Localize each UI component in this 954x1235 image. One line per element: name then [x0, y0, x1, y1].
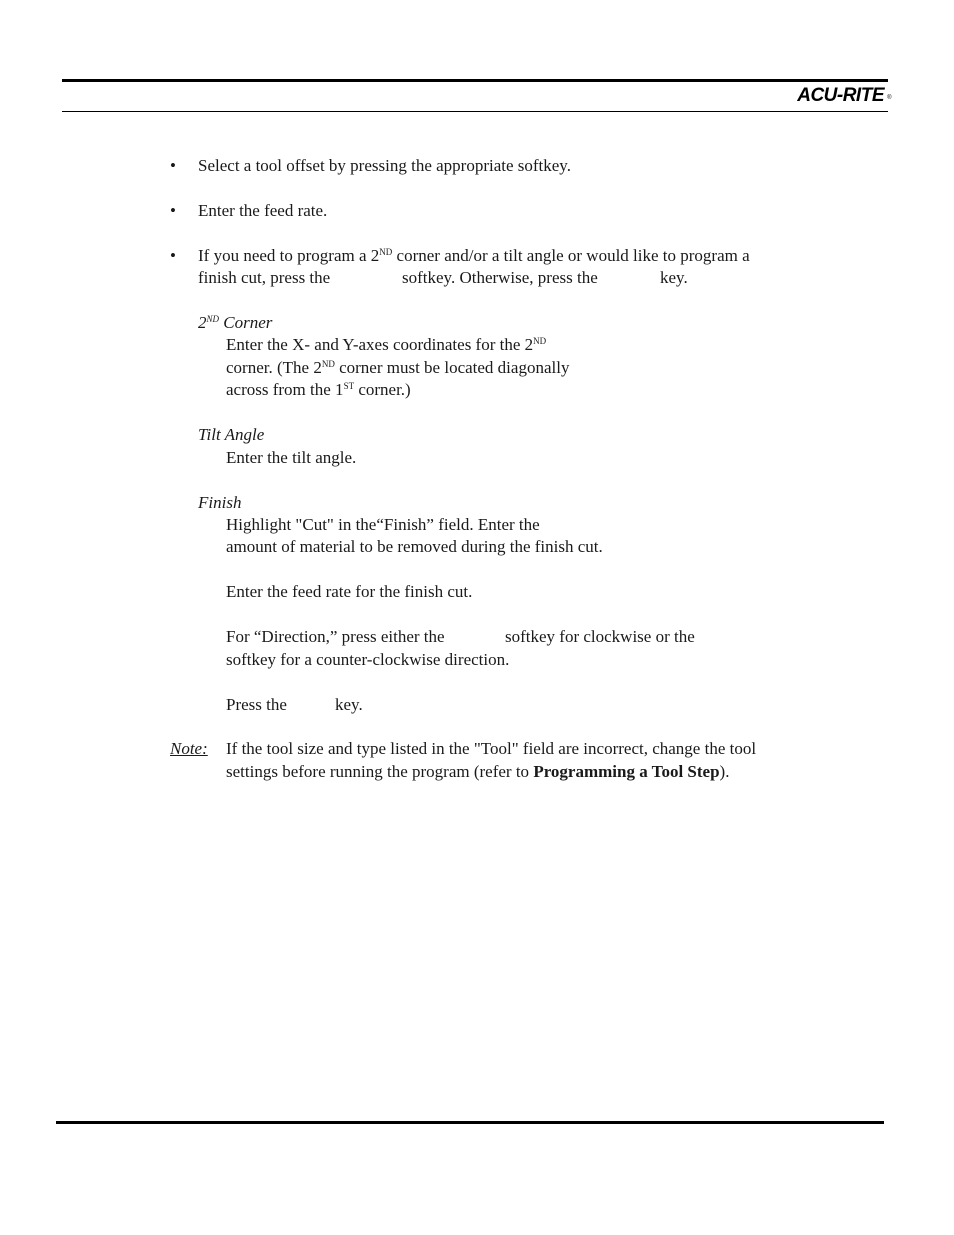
- bullet-enter-feed-rate: Enter the feed rate.: [198, 201, 328, 220]
- text-run: Corner: [219, 313, 273, 332]
- finish-line6b: key.: [335, 695, 363, 714]
- superscript: ND: [321, 359, 335, 369]
- text-run: 2: [198, 313, 207, 332]
- cross-reference: Programming a Tool Step: [533, 762, 720, 781]
- finish-line5: softkey for a counter-clockwise direction.: [226, 650, 510, 669]
- bullet-marker: •: [170, 246, 176, 265]
- finish-line4a: For “Direction,” press either the: [226, 627, 445, 646]
- note-line1: If the tool size and type listed in the "Tool" field are incorrect, change the tool: [226, 739, 757, 758]
- finish-heading: Finish: [198, 493, 242, 512]
- text-run: If you need to program a 2: [198, 246, 380, 265]
- tilt-text: Enter the tilt angle.: [226, 448, 357, 467]
- text-run: across from the 1: [226, 380, 344, 399]
- acu-rite-logo: [797, 84, 891, 108]
- text-run: ).: [719, 762, 730, 781]
- superscript: ND: [533, 336, 547, 346]
- text-run: corner. (The 2: [226, 358, 322, 377]
- text-run: corner and/or a tilt angle or would like to program a: [392, 246, 750, 265]
- bullet-marker: •: [170, 201, 176, 220]
- corner-line1: [226, 334, 546, 356]
- note-label: Note:: [170, 739, 208, 758]
- superscript: ND: [379, 247, 393, 257]
- bullet-second-corner-line2c: key.: [660, 268, 688, 287]
- finish-line2: amount of material to be removed during the finish cut.: [226, 537, 603, 556]
- note-line2: [226, 761, 729, 783]
- finish-line6a: Press the: [226, 695, 287, 714]
- finish-line1: Highlight "Cut" in the“Finish” field. Enter the: [226, 515, 540, 534]
- logo-text: ACU-RITE: [797, 85, 884, 106]
- header-rule-thin: [62, 111, 888, 112]
- bullet-marker: •: [170, 156, 176, 175]
- corner-line2: [226, 357, 569, 379]
- corner-heading: [198, 312, 272, 334]
- bullet-second-corner-line1: [198, 245, 750, 267]
- superscript: ND: [206, 314, 220, 324]
- bullet-select-tool-offset: Select a tool offset by pressing the appropriate softkey.: [198, 156, 571, 175]
- header-rule-top: [62, 79, 888, 82]
- bullet-second-corner-line2a: finish cut, press the: [198, 268, 331, 287]
- finish-line4b: softkey for clockwise or the: [505, 627, 695, 646]
- text-run: Enter the X- and Y-axes coordinates for the 2: [226, 335, 534, 354]
- text-run: corner.): [354, 380, 411, 399]
- bullet-second-corner-line2b: softkey. Otherwise, press the: [402, 268, 598, 287]
- registered-mark: ®: [887, 95, 891, 101]
- footer-rule: [56, 1121, 884, 1124]
- text-run: settings before running the program (refer to: [226, 762, 534, 781]
- text-run: corner must be located diagonally: [334, 358, 570, 377]
- superscript: ST: [343, 381, 355, 391]
- finish-line3: Enter the feed rate for the finish cut.: [226, 582, 473, 601]
- corner-line3: [226, 379, 411, 401]
- tilt-heading: Tilt Angle: [198, 425, 265, 444]
